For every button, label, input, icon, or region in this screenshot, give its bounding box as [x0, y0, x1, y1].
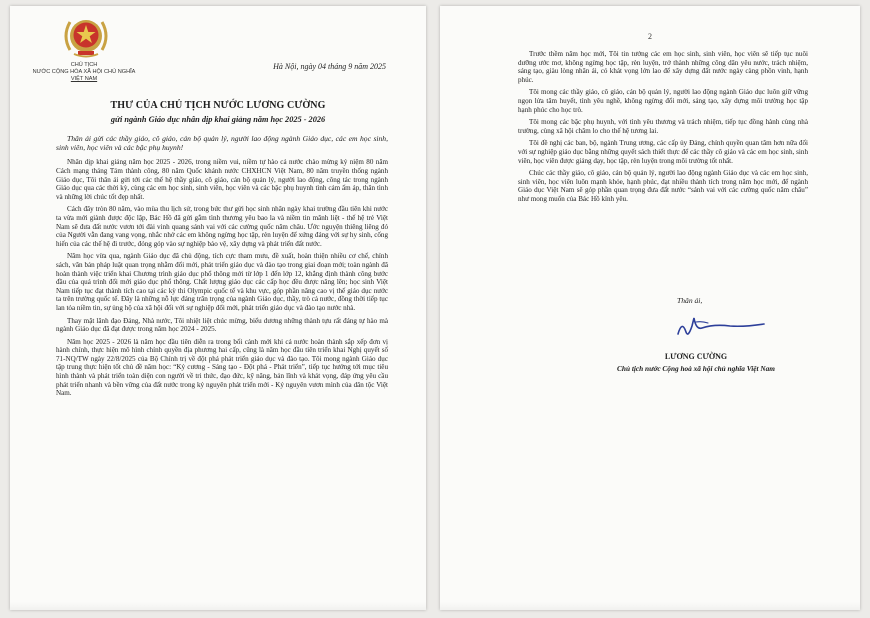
letter-title: THƯ CỦA CHỦ TỊCH NƯỚC LƯƠNG CƯỜNG: [110, 100, 326, 111]
letter-subtitle: gửi ngành Giáo dục nhân dịp khai giảng năm học 2025 - 2026: [110, 115, 326, 124]
paragraph: Cách đây tròn 80 năm, vào mùa thu lịch sử, trong bức thư gửi học sinh nhân ngày khai trường đầu tiên khi nước ta vừa mới giành được độc lập, Bác Hồ đã gửi gắm tình thương yêu bao la và niềm tin mãnh liệt - thế hệ trẻ Việt Nam sẽ đưa đất nước vươn tới đài vinh quang sánh vai với các cường quốc năm châu. Ước nguyện thiêng liêng đó của Người vẫn đang vang vọng, nhắc nhở các em không ngừng học tập, rèn luyện để xứng đáng với sự hy sinh, cống hiến của các thế hệ đi trước, đóng góp vào sự nghiệp bảo vệ, xây dựng và phát triển đất nước.: [56, 205, 388, 248]
letter-page-2: [440, 6, 860, 610]
paragraph: Thay mặt lãnh đạo Đảng, Nhà nước, Tôi nhiệt liệt chúc mừng, biểu dương những thành tựu rất đáng tự hào mà ngành Giáo dục đã đạt được trong năm học 2024 - 2025.: [56, 316, 388, 334]
paragraph: Trước thềm năm học mới, Tôi tin tưởng các em học sinh, sinh viên, học viên sẽ tiếp tục nuôi dưỡng ước mơ, không ngừng học tập, rèn luyện, trở thành những công dân yêu nước, trách nhiệm, sáng tạo, giàu lòng nhân ái, có khát vọng lớn lao để xây dựng đất nước ngày càng phồn vinh, hạnh phúc.: [518, 50, 808, 84]
closing-line: Thân ái,: [677, 296, 703, 305]
page-edge: [440, 602, 860, 610]
national-emblem-icon: [56, 14, 116, 60]
issuer-block: [14, 62, 154, 83]
paragraph: Tôi mong các thầy giáo, cô giáo, cán bộ quản lý, người lao động ngành Giáo dục luôn giữ vững ngọn lửa tâm huyết, tình yêu nghề, không ngừng đổi mới, sáng tạo, xây dựng môi trường học tập hạnh phúc cho học trò.: [518, 88, 808, 114]
paragraph: Năm học vừa qua, ngành Giáo dục đã chủ động, tích cực tham mưu, đề xuất, hoàn thiện nhiều cơ chế, chính sách, văn bản pháp luật quan trọng nhằm đổi mới, phát triển giáo dục và đào tạo trong giai đoạn mới; toàn ngành đã hoàn thành việc triển khai Chương trình giáo dục phổ thông mới từ lớp 1 đến lớp 12, khẳng định thành công bước đầu của quá trình đổi mới giáo dục phổ thông. Chất lượng giáo dục các cấp học đều được nâng lên; học sinh Việt Nam tiếp tục đạt thành tích cao tại các kỳ thi Olympic quốc tế và khu vực, góp phần nâng cao vị thế giáo dục nước ta trên trường quốc tế. Đây là những nỗ lực đáng trân trọng của ngành Giáo dục, thầy, trò cả nước, đồng thời tiếp tục lan tỏa niềm tin, sự ủng hộ của xã hội đối với sự nghiệp đổi mới, phát triển giáo dục và đào tạo nước nhà.: [56, 252, 388, 312]
letter-body-page-2: [518, 50, 808, 208]
signature-icon: [672, 312, 772, 340]
letter-body-page-1: [56, 134, 388, 402]
issuer-line: CHỦ TỊCH: [70, 62, 98, 68]
salutation: Thân ái gửi các thầy giáo, cô giáo, cán bộ quản lý, người lao động ngành Giáo dục, các em học sinh, sinh viên, học viên và các bậc phụ huynh!: [56, 134, 388, 153]
signer-name: LƯƠNG CƯỜNG: [664, 352, 728, 361]
letter-page-1: [10, 6, 426, 610]
paragraph: Tôi đề nghị các ban, bộ, ngành Trung ương, các cấp ủy Đảng, chính quyền quan tâm hơn nữa đối với sự nghiệp giáo dục bằng những quyết sách thiết thực để các thầy cô giáo và các em học sinh, sinh viên, học viên được giảng dạy, học tập, rèn luyện trong môi trường tốt nhất.: [518, 139, 808, 165]
issuer-line: VIỆT NAM: [70, 76, 98, 82]
paragraph: Nhân dịp khai giảng năm học 2025 - 2026, trong niềm vui, niềm tự hào cả nước chào mừng kỷ niệm 80 năm Cách mạng tháng Tám thành công, 80 năm Quốc khánh nước CHXHCN Việt Nam, 80 năm truyền thống ngành Giáo dục, Tôi thân ái gửi tới các thế hệ thầy giáo, cô giáo, cán bộ quản lý, người lao động, công tác trong ngành Giáo dục qua các thời kỳ, cùng các em học sinh, sinh viên, học viên và các bậc phụ huynh tình cảm ấm áp, thân tình và những lời chúc tốt đẹp nhất.: [56, 158, 388, 201]
paragraph: Năm học 2025 - 2026 là năm học đầu tiên diễn ra trong bối cảnh mới khi cả nước hoàn thành sắp xếp đơn vị hành chính, thực hiện mô hình chính quyền địa phương hai cấp, cũng là năm học đầu tiên triển khai Nghị quyết số 71-NQ/TW ngày 22/8/2025 của Bộ Chính trị về đột phá phát triển giáo dục và đào tạo. Tôi mong ngành Giáo dục tập trung thực hiện tốt chủ đề năm học: “Kỷ cương - Sáng tạo - Đột phá - Phát triển”, tiếp tục hướng tới mục tiêu hình thành và phát triển toàn diện con người về tri thức, đạo đức, kỹ năng, bản lĩnh và khát vọng, đáp ứng yêu cầu phát triển nhanh và bền vững của đất nước trong kỷ nguyên phát triển mới - Kỷ nguyên vươn mình của dân tộc Việt Nam.: [56, 337, 388, 398]
paragraph: Chúc các thầy giáo, cô giáo, cán bộ quản lý, người lao động ngành Giáo dục và các em học sinh, sinh viên, học viên luôn mạnh khỏe, hạnh phúc, đạt nhiều thành tích trong năm học mới, để ngành Giáo dục Việt Nam sẽ góp phần quan trọng đưa đất nước “sánh vai với các cường quốc năm châu” như mong muốn của Bác Hồ kính yêu.: [518, 169, 808, 203]
page-edge: [10, 602, 426, 610]
paragraph: Tôi mong các bậc phụ huynh, với tình yêu thương và trách nhiệm, tiếp tục đồng hành cùng nhà trường, cùng xã hội chăm lo cho thế hệ tương lai.: [518, 118, 808, 135]
letter-date: Hà Nội, ngày 04 tháng 9 năm 2025: [273, 62, 386, 71]
issuer-line: NƯỚC CỘNG HÒA XÃ HỘI CHỦ NGHĨA: [32, 69, 136, 75]
signer-title: Chủ tịch nước Cộng hoà xã hội chủ nghĩa Việt Nam: [617, 364, 775, 373]
page-number: 2: [648, 32, 652, 41]
